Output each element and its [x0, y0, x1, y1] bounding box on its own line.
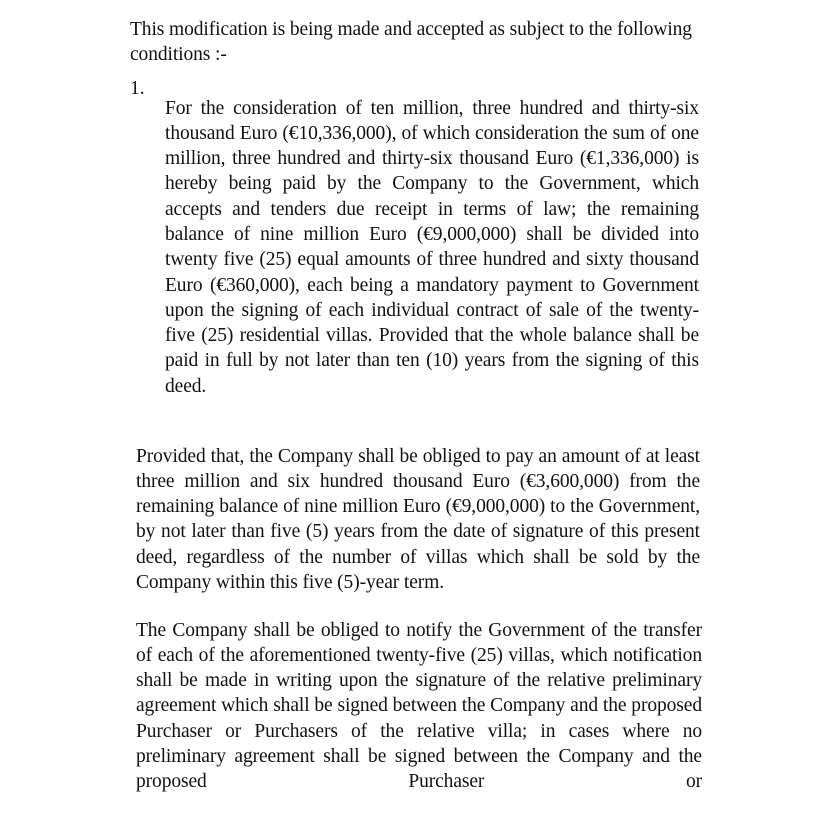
intro-paragraph: This modification is being made and accepted as subject to the following conditions :-: [130, 18, 692, 65]
condition-1-paragraph: For the consideration of ten million, three hundred and thirty-six thousand Euro (€10,336,000), of which consideration the sum of one million, three hundred and thirty-six thousand Euro (€1,336,000) is hereby being paid by the Company to the Government, which accepts and tenders due receipt in terms of law; the remaining balance of nine million Euro (€9,000,000) shall be divided into twenty five (25) equal amounts of three hundred and sixty thousand Euro (€360,000), each being a mandatory payment to Government upon the signing of each individual contract of sale of the twenty-five (25) residential villas. Provided that the whole balance shall be paid in full by not later than ten (10) years from the signing of this deed.: [165, 97, 699, 397]
notification-paragraph: The Company shall be obliged to notify the Government of the transfer of each of the aforementioned twenty-five (25) villas, which notification shall be made in writing upon the signature of the relative preliminary agreement which shall be signed between the Company and the proposed Purchaser or Purchasers of the relative villa; in cases where no preliminary agreement shall be signed between the Company and the proposed Purchaser or: [136, 619, 702, 793]
condition-number: 1.: [130, 78, 145, 99]
proviso-paragraph: Provided that, the Company shall be obliged to pay an amount of at least three million and six hundred thousand Euro (€3,600,000) from the remaining balance of nine million Euro (€9,000,000) to the Government, by not later than five (5) years from the date of signature of this present deed, regardless of the number of villas which shall be sold by the Company within this five (5)-year term.: [136, 445, 700, 593]
